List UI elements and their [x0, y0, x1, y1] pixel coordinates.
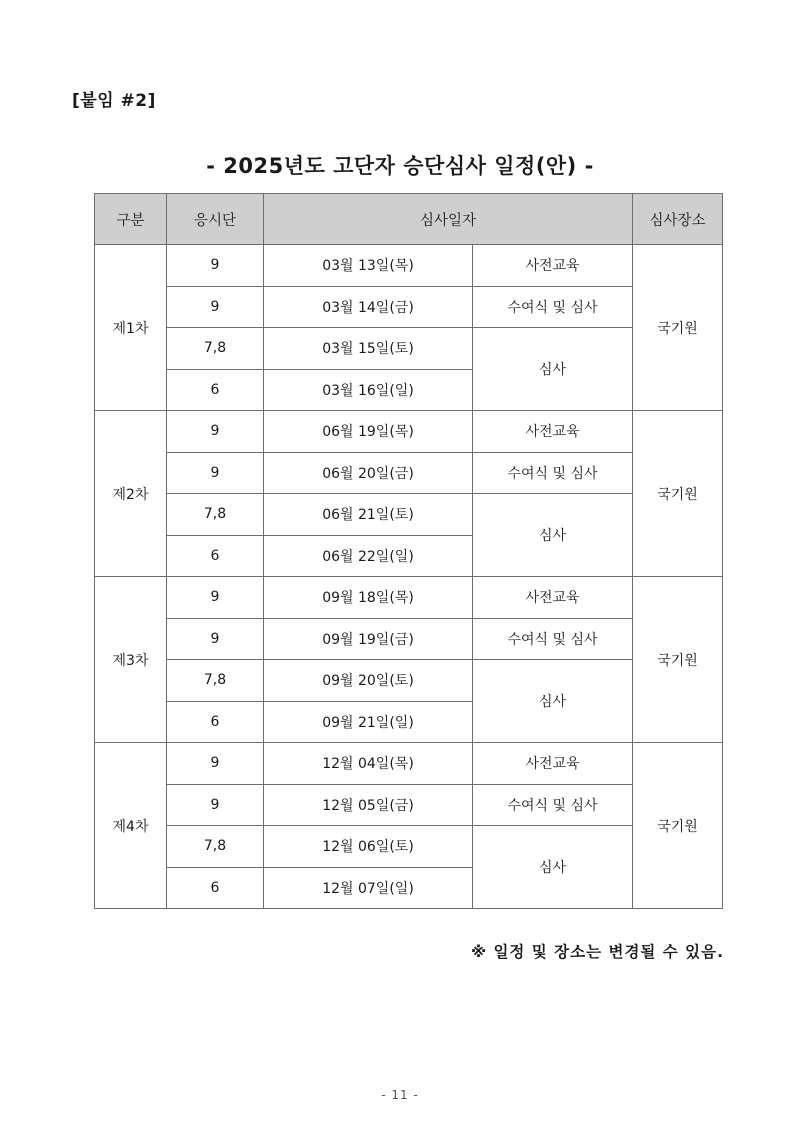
table-row [95, 784, 723, 826]
table-row [95, 618, 723, 660]
round-label: 제4차 [95, 743, 167, 909]
table-row [95, 411, 723, 453]
date-cell: 09월 21일(일) [264, 701, 473, 743]
date-cell: 09월 19일(금) [264, 618, 473, 660]
table-row [95, 452, 723, 494]
dan-cell: 9 [167, 618, 264, 660]
table-row [95, 577, 723, 619]
date-cell: 06월 21일(토) [264, 494, 473, 536]
date-cell: 06월 22일(일) [264, 535, 473, 577]
dan-cell: 7,8 [167, 328, 264, 370]
schedule-table [94, 193, 723, 909]
date-cell: 09월 20일(토) [264, 660, 473, 702]
page-number: - 11 - [381, 1088, 419, 1102]
document-title: - 2025년도 고단자 승단심사 일정(안) - [206, 154, 594, 178]
exam-type-cell: 심사 [473, 826, 633, 909]
dan-cell: 7,8 [167, 660, 264, 702]
exam-type-cell: 심사 [473, 494, 633, 577]
header-venue: 심사장소 [633, 194, 723, 245]
dan-cell: 9 [167, 286, 264, 328]
exam-type-cell: 수여식 및 심사 [473, 618, 633, 660]
exam-type-cell: 수여식 및 심사 [473, 286, 633, 328]
dan-cell: 9 [167, 784, 264, 826]
date-cell: 03월 16일(일) [264, 369, 473, 411]
header-exam-date: 심사일자 [264, 194, 633, 245]
table-row [95, 245, 723, 287]
exam-type-cell: 심사 [473, 328, 633, 411]
table-row [95, 660, 723, 702]
round-label: 제2차 [95, 411, 167, 577]
date-cell: 12월 05일(금) [264, 784, 473, 826]
exam-type-cell: 수여식 및 심사 [473, 784, 633, 826]
date-cell: 12월 04일(목) [264, 743, 473, 785]
dan-cell: 9 [167, 411, 264, 453]
dan-cell: 9 [167, 577, 264, 619]
exam-type-cell: 수여식 및 심사 [473, 452, 633, 494]
dan-cell: 9 [167, 743, 264, 785]
exam-type-cell: 사전교육 [473, 245, 633, 287]
exam-type-cell: 사전교육 [473, 743, 633, 785]
date-cell: 12월 07일(일) [264, 867, 473, 909]
dan-cell: 6 [167, 535, 264, 577]
table-row [95, 494, 723, 536]
table-row [95, 826, 723, 868]
table-row [95, 286, 723, 328]
venue-cell: 국기원 [633, 411, 723, 577]
date-cell: 03월 14일(금) [264, 286, 473, 328]
dan-cell: 7,8 [167, 826, 264, 868]
dan-cell: 7,8 [167, 494, 264, 536]
change-notice: ※ 일정 및 장소는 변경될 수 있음. [470, 943, 724, 961]
header-division: 구분 [95, 194, 167, 245]
exam-type-cell: 심사 [473, 660, 633, 743]
date-cell: 06월 19일(목) [264, 411, 473, 453]
date-cell: 03월 15일(토) [264, 328, 473, 370]
dan-cell: 9 [167, 452, 264, 494]
dan-cell: 6 [167, 867, 264, 909]
date-cell: 12월 06일(토) [264, 826, 473, 868]
table-header-row [95, 194, 723, 245]
table-row [95, 743, 723, 785]
round-label: 제1차 [95, 245, 167, 411]
date-cell: 09월 18일(목) [264, 577, 473, 619]
venue-cell: 국기원 [633, 245, 723, 411]
date-cell: 06월 20일(금) [264, 452, 473, 494]
table-row [95, 328, 723, 370]
header-dan: 응시단 [167, 194, 264, 245]
date-cell: 03월 13일(목) [264, 245, 473, 287]
dan-cell: 6 [167, 701, 264, 743]
round-label: 제3차 [95, 577, 167, 743]
dan-cell: 9 [167, 245, 264, 287]
exam-type-cell: 사전교육 [473, 577, 633, 619]
attachment-label: [붙임 #2] [72, 91, 156, 111]
venue-cell: 국기원 [633, 577, 723, 743]
dan-cell: 6 [167, 369, 264, 411]
exam-type-cell: 사전교육 [473, 411, 633, 453]
venue-cell: 국기원 [633, 743, 723, 909]
